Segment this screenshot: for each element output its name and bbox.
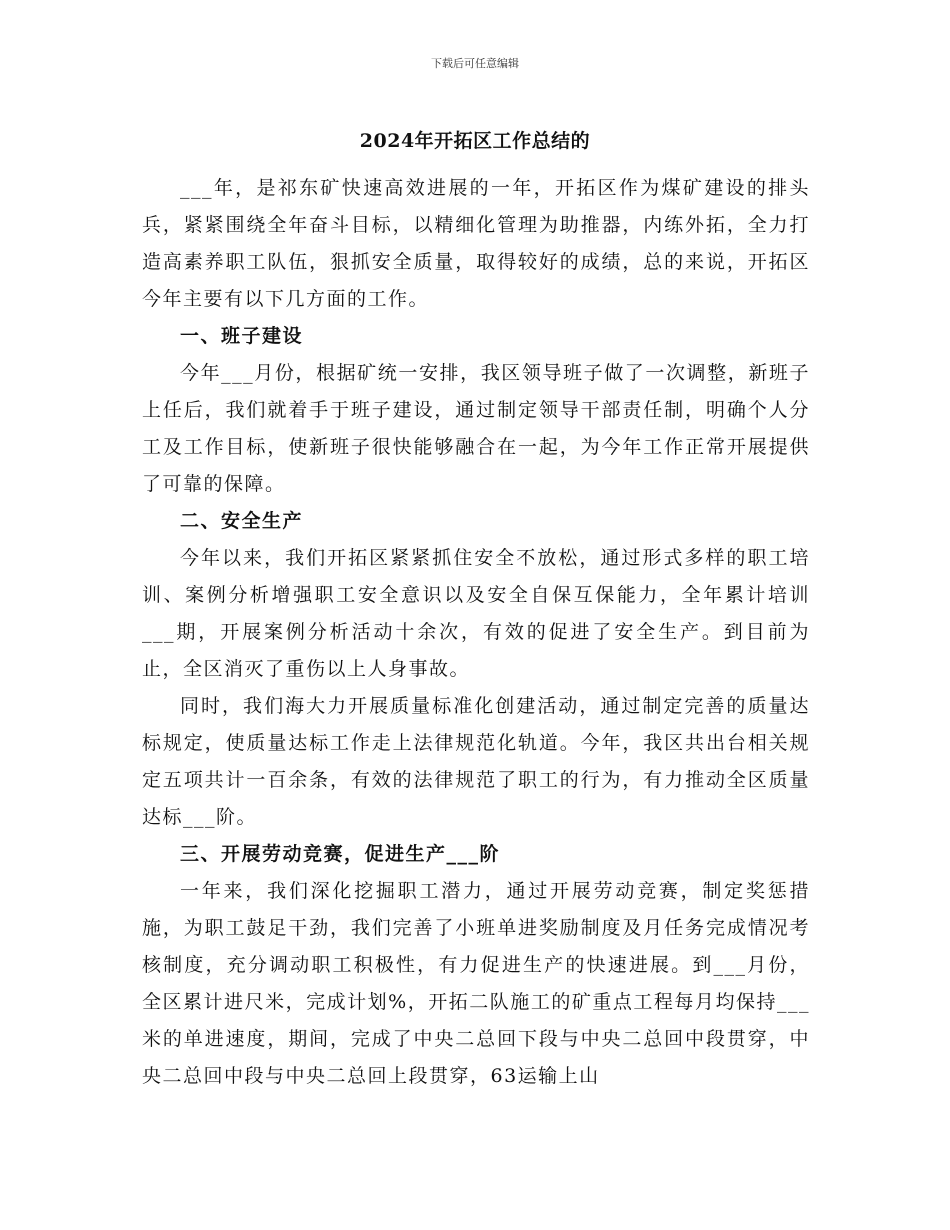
- document-title: 2024年开拓区工作总结的: [359, 130, 591, 152]
- intro-paragraph: ___年，是祁东矿快速高效进展的一年，开拓区作为煤矿建设的排头兵，紧紧围绕全年奋斗目标，以精细化管理为助推器，内练外拓，全力打造高素养职工队伍，狠抓安全质量，取得较好的成绩，总的来说，开拓区今年主要有以下几方面的工作。: [142, 177, 810, 310]
- section-heading-competition: 三、开展劳动竞赛，促进生产___阶: [180, 843, 501, 865]
- section-safety-paragraph-1: 今年以来，我们开拓区紧紧抓住安全不放松，通过形式多样的职工培训、案例分析增强职工安全意识以及安全自保互保能力，全年累计培训___期，开展案例分析活动十余次，有效的促进了安全生产。到目前为止，全区消灭了重伤以上人身事故。: [142, 547, 810, 680]
- section-safety-paragraph-2: 同时，我们海大力开展质量标准化创建活动，通过制定完善的质量达标规定，使质量达标工作走上法律规范化轨道。今年，我区共出台相关规定五项共计一百余条，有效的法律规范了职工的行为，有力推动全区质量达标___阶。: [142, 695, 810, 828]
- section-heading-safety: 二、安全生产: [180, 510, 304, 532]
- header-note: 下载后可任意编辑: [431, 57, 519, 70]
- document-body: [142, 170, 810, 1095]
- section-heading-team: 一、班子建设: [180, 325, 304, 347]
- section-competition-paragraph: 一年来，我们深化挖掘职工潜力，通过开展劳动竞赛，制定奖惩措施，为职工鼓足干劲，我们完善了小班单进奖励制度及月任务完成情况考核制度，充分调动职工积极性，有力促进生产的快速进展。到___月份，全区累计进尺米，完成计划%，开拓二队施工的矿重点工程每月均保持___米的单进速度，期间，完成了中央二总回下段与中央二总回中段贯穿，中央二总回中段与中央二总回上段贯穿，63运输上山: [142, 880, 810, 1087]
- section-team-paragraph: 今年___月份，根据矿统一安排，我区领导班子做了一次调整，新班子上任后，我们就着手于班子建设，通过制定领导干部责任制，明确个人分工及工作目标，使新班子很快能够融合在一起，为今年工作正常开展提供了可靠的保障。: [142, 362, 810, 495]
